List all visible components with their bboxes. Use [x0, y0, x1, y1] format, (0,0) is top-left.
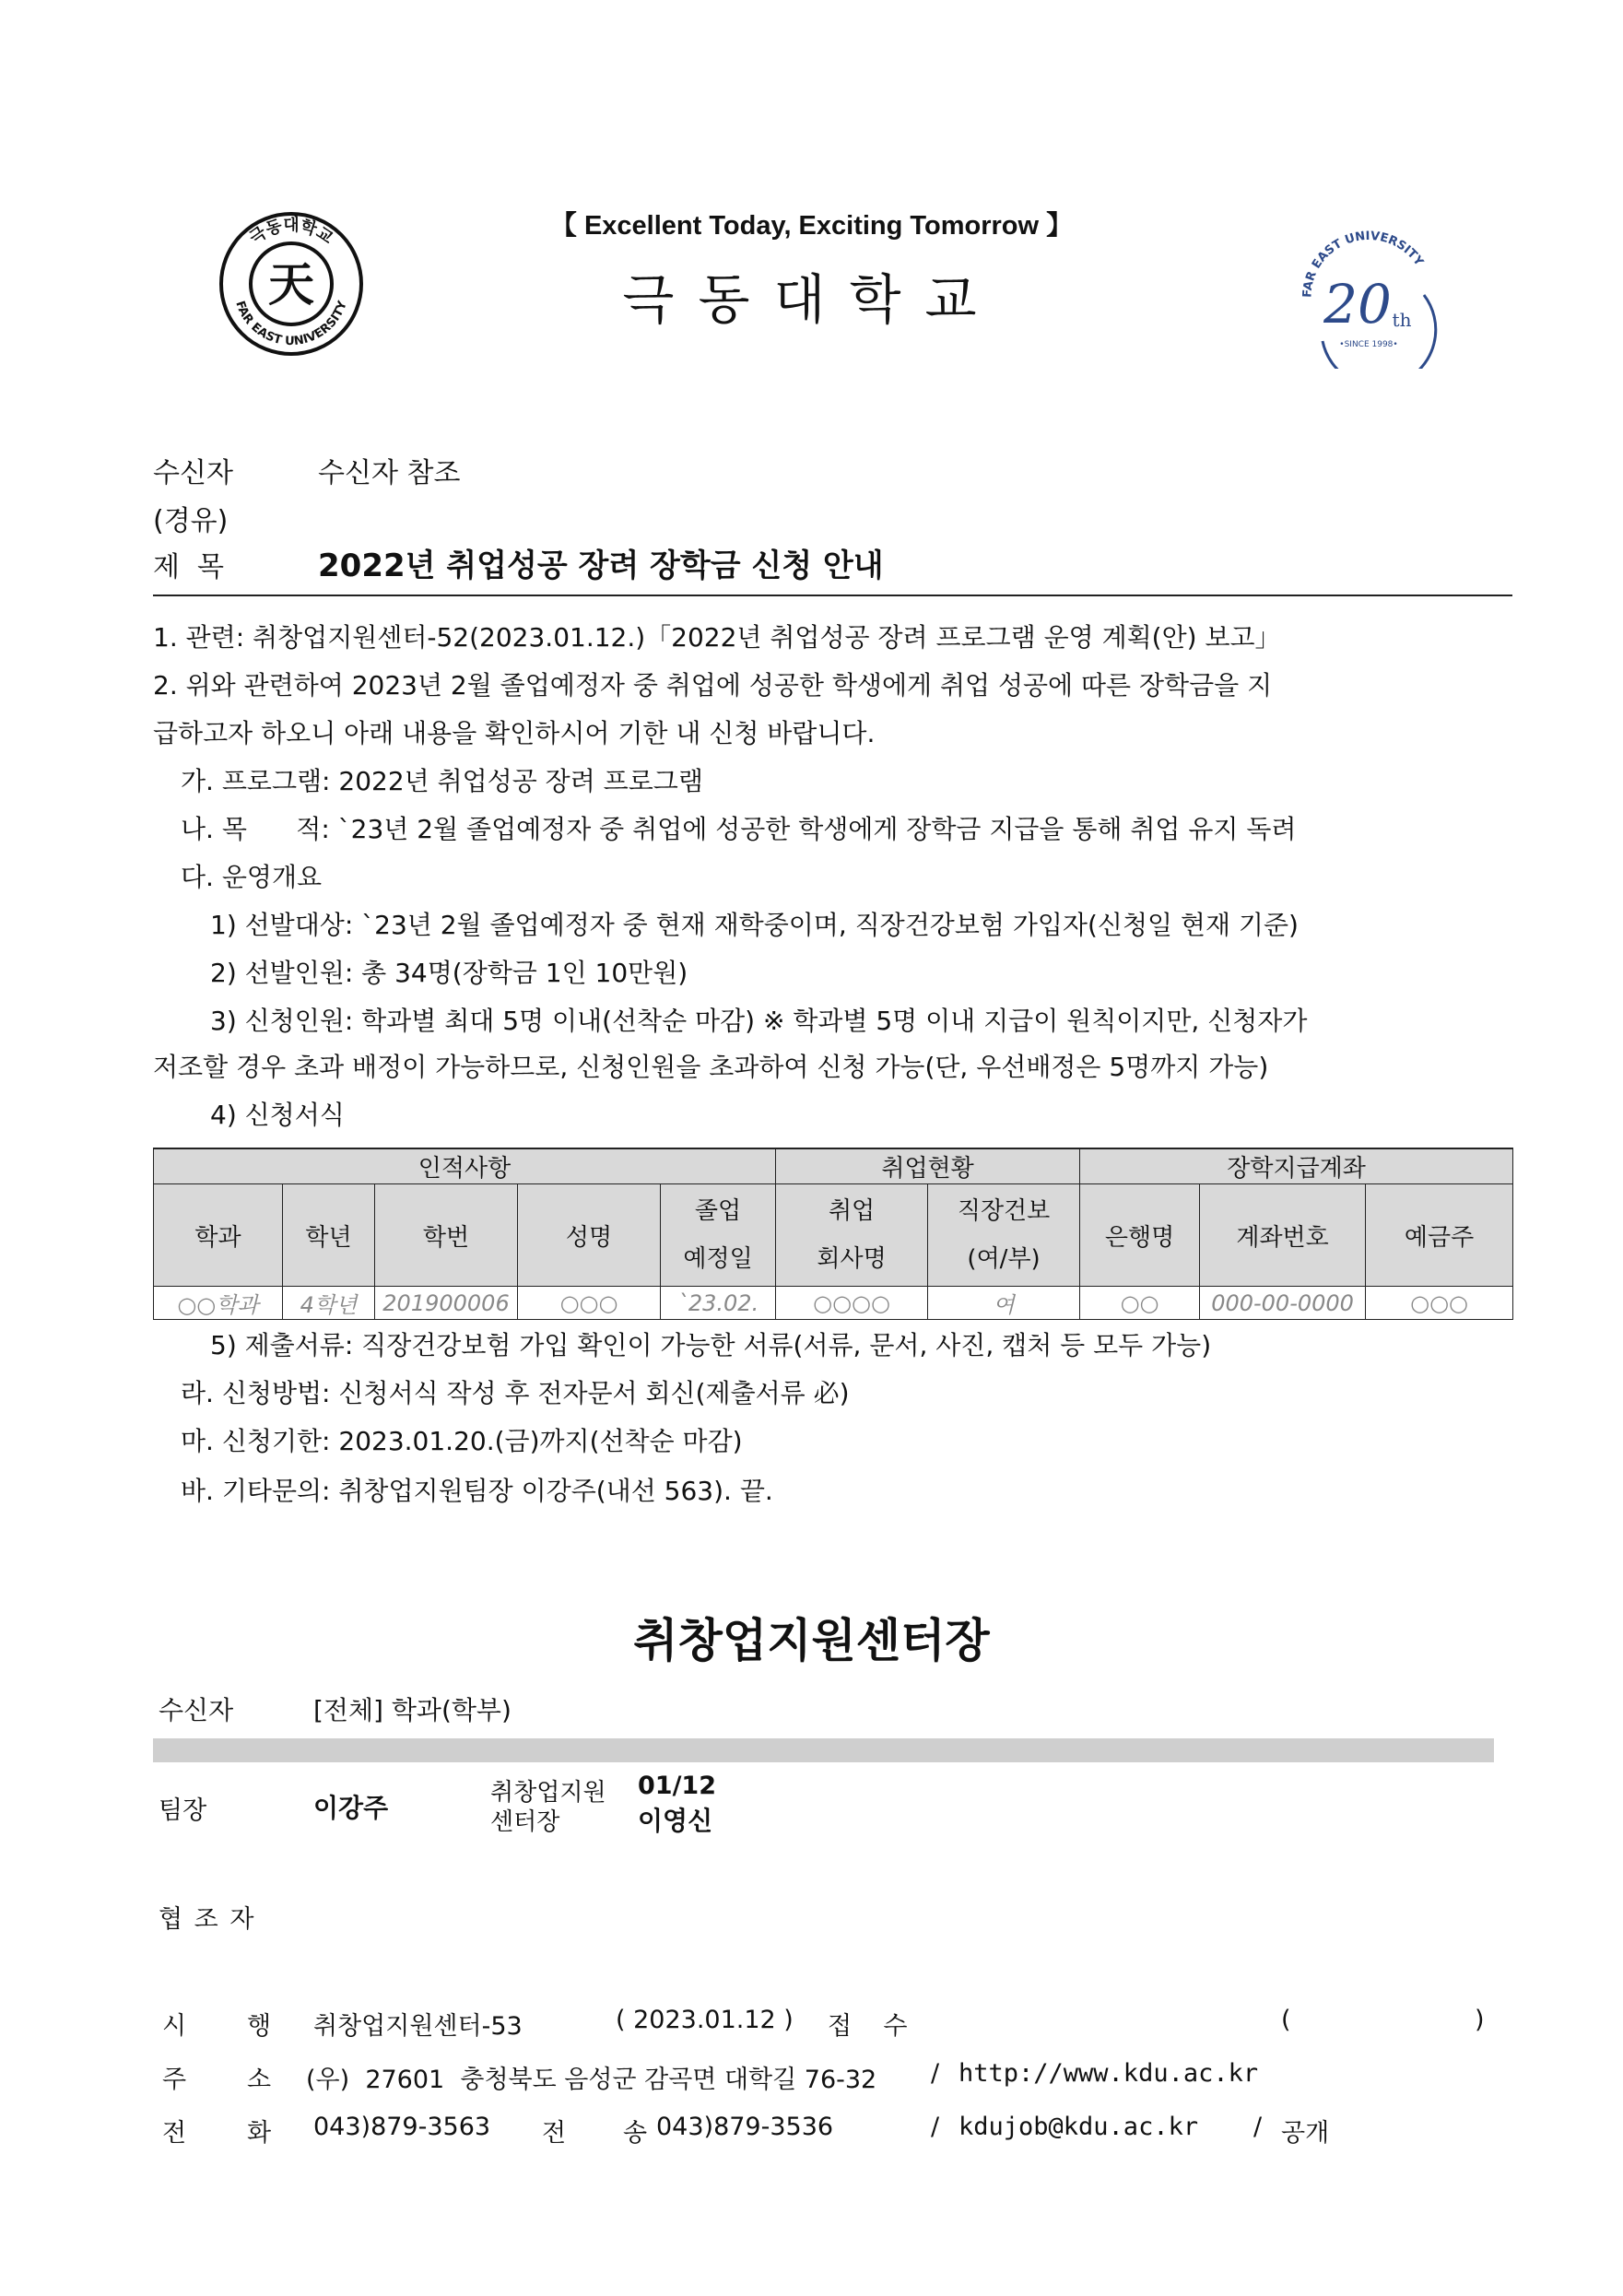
header-student-id: 학번: [375, 1184, 518, 1287]
item-na: 나. 목 적: `23년 2월 졸업예정자 중 취업에 성공한 학생에게 장학금 지급을 통해 취업 유지 독려: [181, 814, 1297, 844]
header-account-holder: 예금주: [1366, 1184, 1513, 1287]
center-head-name: 이영신: [638, 1806, 713, 1836]
approval-divider-bar: [153, 1738, 1494, 1762]
address-value: (우) 27601 충청북도 음성군 감곡면 대학길 76-32: [306, 2066, 877, 2094]
sample-account-holder: ○○○: [1366, 1287, 1513, 1320]
item-ga: 가. 프로그램: 2022년 취업성공 장려 프로그램: [181, 766, 703, 796]
subject-rule: [153, 595, 1512, 596]
tel-label-2: 화: [247, 2119, 272, 2148]
subject-label: 제 목: [153, 551, 225, 583]
item-ma: 마. 신청기한: 2023.01.20.(금)까지(선착순 마감): [181, 1426, 743, 1456]
header-company: 취업 회사명: [776, 1184, 928, 1287]
item-ra: 라. 신청방법: 신청서식 작성 후 전자문서 회신(제출서류 必): [181, 1378, 850, 1408]
header-year: 학년: [283, 1184, 375, 1287]
20th-anniversary-logo: [1286, 230, 1452, 369]
receipt-close-paren: ): [1475, 2006, 1485, 2034]
sender-title: 취창업지원센터장: [633, 1614, 990, 1667]
email-separator: /: [931, 2113, 940, 2141]
cooperator-label: 협 조 자: [159, 1905, 256, 1934]
approval-date: 01/12: [638, 1772, 717, 1800]
sender-recipient-label: 수신자: [159, 1695, 234, 1725]
svg-text:天: 天: [268, 257, 314, 312]
header-bank: 은행명: [1080, 1184, 1200, 1287]
sample-grad-date: `23.02.: [661, 1287, 776, 1320]
exec-date: ( 2023.01.12 ): [616, 2006, 794, 2034]
receipt-open-paren: (: [1281, 2006, 1291, 2034]
team-leader-label: 팀장: [159, 1796, 207, 1825]
sub-item-3-line2: 저조할 경우 초과 배정이 가능하므로, 신청인원을 초과하여 신청 가능(단, 우선배정은 5명까지 가능): [153, 1052, 1269, 1082]
disclosure-separator: /: [1253, 2113, 1263, 2141]
sample-student-id: 201900006: [375, 1287, 518, 1320]
slogan: 【 Excellent Today, Exciting Tomorrow 】: [549, 211, 1074, 241]
body-related: 1. 관련: 취창업지원센터-52(2023.01.12.)「2022년 취업성공 장려 프로그램 운영 계획(안) 보고」: [153, 622, 1281, 653]
address-label-2: 소: [247, 2066, 272, 2094]
via-label: (경유): [153, 505, 229, 537]
group-employment: 취업현황: [776, 1148, 1080, 1184]
exec-label-2: 행: [247, 2012, 272, 2041]
body-para2-line1: 2. 위와 관련하여 2023년 2월 졸업예정자 중 취업에 성공한 학생에게 취업 성공에 따른 장학금을 지: [153, 670, 1273, 701]
sample-bank: ○○: [1080, 1287, 1200, 1320]
center-label-line2: 센터장: [490, 1808, 560, 1836]
disclosure-status: 공개: [1281, 2119, 1330, 2148]
sample-year: 4학년: [283, 1287, 375, 1320]
receipt-label: 접 수: [828, 2012, 908, 2041]
svg-text:th: th: [1392, 309, 1412, 331]
group-account: 장학지급계좌: [1080, 1148, 1513, 1184]
sub-item-5: 5) 제출서류: 직장건강보험 가입 확인이 가능한 서류(서류, 문서, 사진, 캡처 등 모두 가능): [210, 1330, 1212, 1360]
website-link[interactable]: http://www.kdu.ac.kr: [959, 2059, 1259, 2088]
fax-label-2: 송: [623, 2119, 648, 2148]
svg-text:•SINCE 1998•: •SINCE 1998•: [1339, 340, 1398, 349]
address-separator: /: [931, 2059, 940, 2088]
sub-item-2: 2) 선발인원: 총 34명(장학금 1인 10만원): [210, 958, 688, 988]
svg-text:FAR EAST UNIVERSITY: FAR EAST UNIVERSITY: [232, 299, 350, 349]
sample-name: ○○○: [518, 1287, 661, 1320]
sample-company: ○○○○: [776, 1287, 928, 1320]
exec-doc-number: 취창업지원센터-53: [313, 2012, 523, 2041]
fax-value: 043)879-3536: [656, 2113, 834, 2141]
center-label-line1: 취창업지원: [490, 1779, 606, 1807]
recipient-label: 수신자: [153, 457, 233, 489]
address-label-1: 주: [162, 2066, 187, 2094]
sender-recipient-value: [전체] 학과(학부): [313, 1695, 512, 1725]
sample-account-number: 000-00-0000: [1200, 1287, 1366, 1320]
sample-insurance: 여: [928, 1287, 1080, 1320]
header-name: 성명: [518, 1184, 661, 1287]
svg-text:20: 20: [1323, 273, 1392, 336]
university-name: 극동대학교: [622, 268, 1001, 331]
tel-label-1: 전: [162, 2119, 187, 2148]
header-insurance: 직장건보 (여/부): [928, 1184, 1080, 1287]
item-ba: 바. 기타문의: 취창업지원팀장 이강주(내선 563). 끝.: [181, 1476, 773, 1506]
sub-item-3-line1: 3) 신청인원: 학과별 최대 5명 이내(선착순 마감) ※ 학과별 5명 이내 지급이 원칙이지만, 신청자가: [210, 1006, 1308, 1036]
table-row: [154, 1287, 1513, 1320]
header-grad-date: 졸업 예정일: [661, 1184, 776, 1287]
team-leader-name: 이강주: [313, 1793, 389, 1823]
tel-value: 043)879-3563: [313, 2113, 491, 2141]
body-para2-line2: 급하고자 하오니 아래 내용을 확인하시어 기한 내 신청 바랍니다.: [153, 718, 876, 748]
email-link[interactable]: kdujob@kdu.ac.kr: [959, 2113, 1199, 2141]
sample-dept: ○○학과: [154, 1287, 283, 1320]
sub-item-4: 4) 신청서식: [210, 1100, 345, 1130]
header-dept: 학과: [154, 1184, 283, 1287]
application-form-table: [153, 1148, 1513, 1320]
subject-title: 2022년 취업성공 장려 장학금 신청 안내: [318, 548, 884, 584]
group-personal: 인적사항: [154, 1148, 776, 1184]
fax-label-1: 전: [542, 2119, 567, 2148]
university-seal-logo: [218, 210, 365, 358]
item-da: 다. 운영개요: [181, 862, 323, 892]
header-account-number: 계좌번호: [1200, 1184, 1366, 1287]
exec-label-1: 시: [162, 2012, 187, 2041]
svg-text:극동대학교: 극동대학교: [246, 216, 336, 249]
sub-item-1: 1) 선발대상: `23년 2월 졸업예정자 중 현재 재학중이며, 직장건강보험 가입자(신청일 현재 기준): [210, 910, 1299, 940]
svg-text:FAR EAST UNIVERSITY: FAR EAST UNIVERSITY: [1300, 230, 1426, 299]
recipient-value: 수신자 참조: [318, 457, 461, 489]
